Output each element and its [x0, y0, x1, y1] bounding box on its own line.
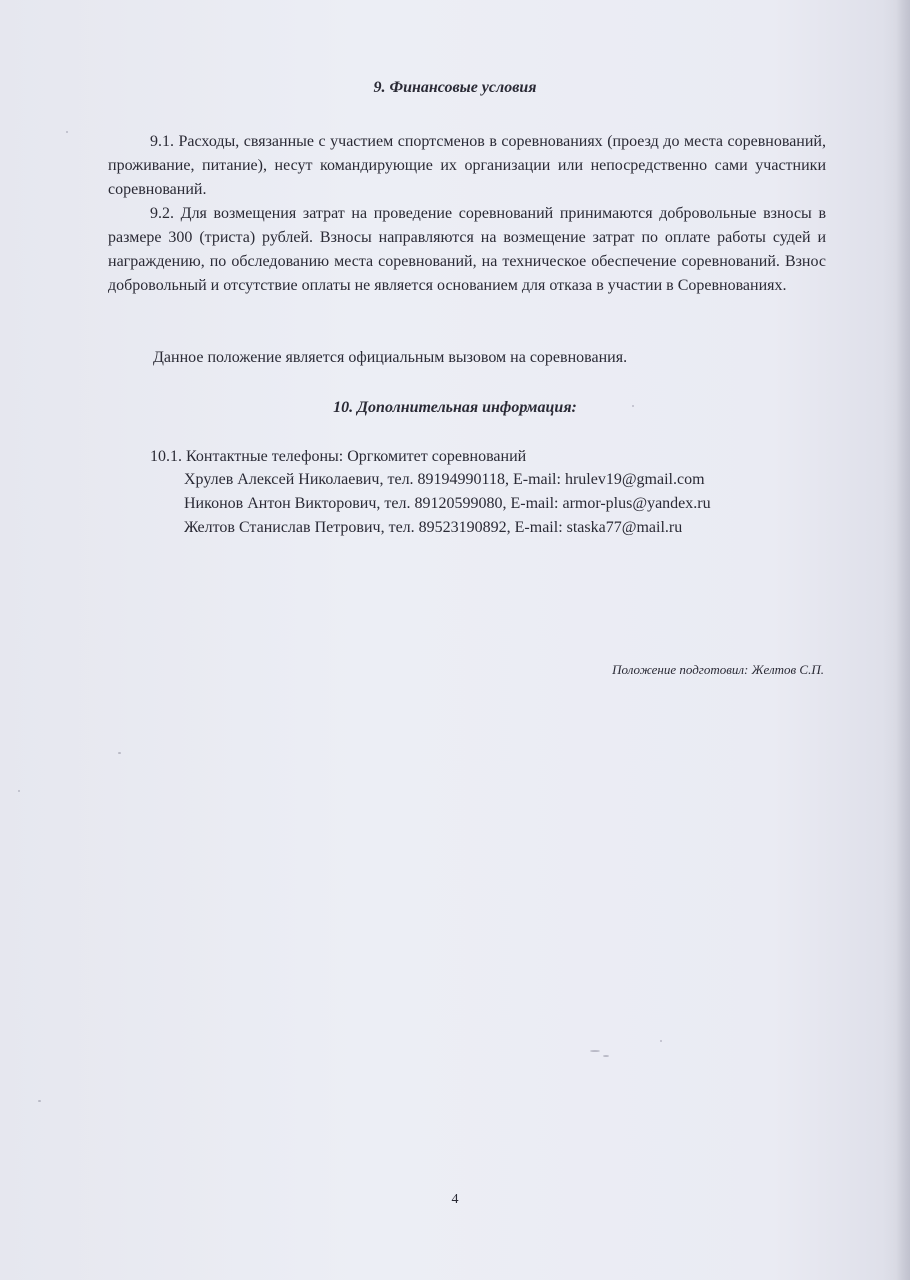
scan-speck — [66, 131, 68, 133]
section-10-heading: 10. Дополнительная информация: — [333, 399, 577, 416]
paragraph-9-2: 9.2. Для возмещения затрат на проведение соревнований принимаются добровольные взносы в размере 300 (триста) рублей. Взносы направляются на возмещение затрат по оплате работы судей и награждению, по обследованию места соревнований, на техническое обеспечение соревнований. Взнос добровольный и отсутствие оплаты не является основанием для отказа в участии в Соревнованиях. — [108, 205, 826, 294]
section-9-heading: 9. Финансовые условия — [373, 79, 537, 96]
scan-speck — [118, 752, 121, 754]
contact-line-khrulev: Хрулев Алексей Николаевич, тел. 89194990118, E-mail: hrulev19@gmail.com — [184, 471, 705, 488]
contact-line-nikonov: Никонов Антон Викторович, тел. 89120599080, E-mail: armor-plus@yandex.ru — [184, 495, 711, 512]
scan-speck — [38, 1100, 41, 1102]
scan-speck — [603, 1055, 609, 1057]
official-call-text: Данное положение является официальным вызовом на соревнования. — [153, 349, 628, 366]
scan-speck — [18, 790, 20, 792]
page-number: 4 — [451, 1192, 459, 1207]
contacts-intro: 10.1. Контактные телефоны: Оргкомитет соревнований — [150, 448, 527, 465]
prepared-by-signature: Положение подготовил: Желтов С.П. — [612, 662, 824, 677]
paragraph-9-1: 9.1. Расходы, связанные с участием спортсменов в соревнованиях (проезд до места соревнований, проживание, питание), несут командирующие их организации или непосредственно сами участники соревнований. — [108, 133, 826, 198]
scan-speck — [590, 1050, 600, 1052]
scan-speck — [632, 405, 634, 407]
page-edge-shadow — [896, 0, 910, 1280]
contact-line-zheltov: Желтов Станислав Петрович, тел. 89523190892, E-mail: staska77@mail.ru — [184, 519, 683, 536]
scan-speck — [660, 1040, 662, 1042]
